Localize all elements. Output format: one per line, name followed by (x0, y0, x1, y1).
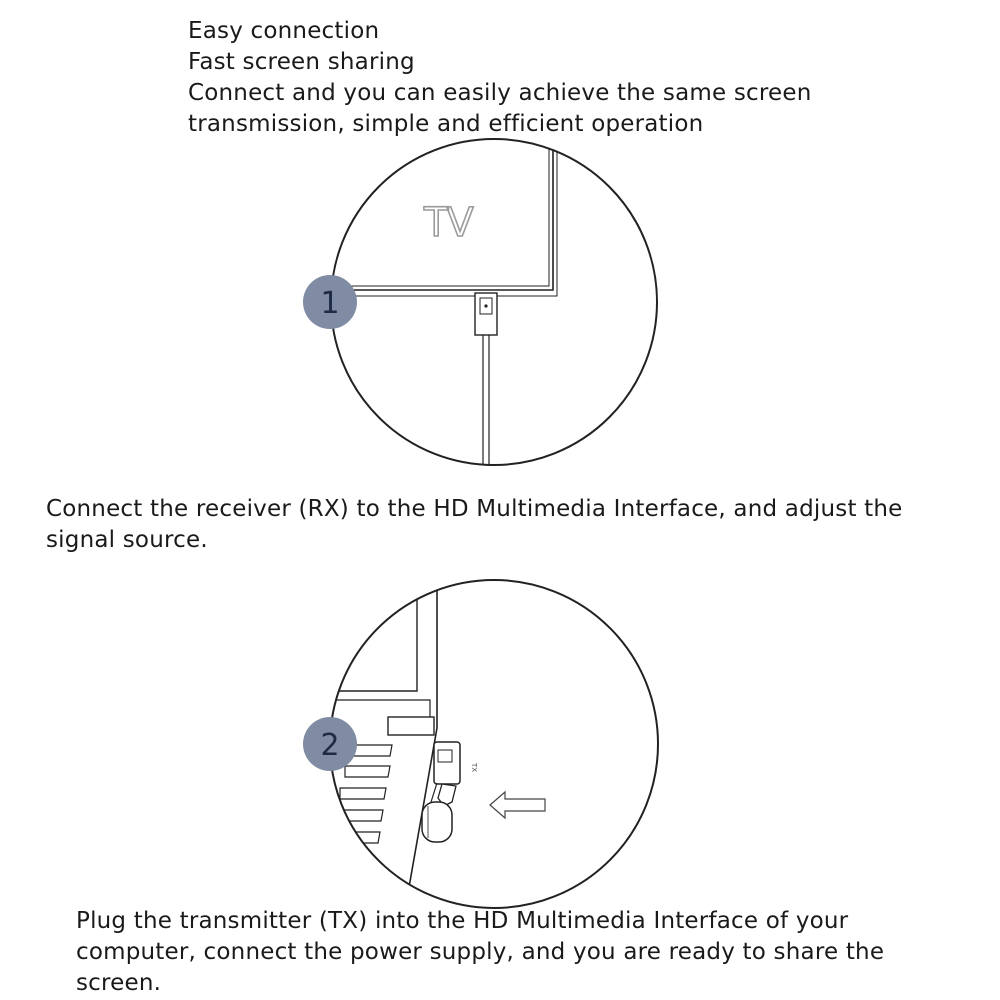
laptop-key (340, 788, 386, 799)
step2-text (76, 906, 884, 999)
step1-line: Connect the receiver (RX) to the HD Multimedia Interface, and adjust the (46, 496, 903, 522)
laptop-screen-bezel (300, 570, 417, 691)
step2-line: Plug the transmitter (TX) into the HD Multimedia Interface of your (76, 908, 849, 934)
step-badge-number: 2 (320, 728, 340, 763)
step2-line: screen. (76, 970, 162, 996)
power-plug (422, 802, 452, 842)
receiver-led (484, 304, 487, 307)
tv-receiver-illustration (0, 140, 1000, 480)
intro-line: Connect and you can easily achieve the same screen (188, 80, 812, 106)
laptop-key (345, 766, 390, 777)
laptop-key (335, 810, 383, 821)
intro-line: Easy connection (188, 18, 380, 44)
zoom-circle (330, 580, 658, 908)
laptop-port (388, 717, 434, 735)
transmitter-dongle (434, 742, 460, 784)
step1-line: signal source. (46, 527, 208, 553)
tv-label: TV (424, 200, 472, 246)
step2-line: computer, connect the power supply, and you are ready to share the (76, 939, 885, 965)
step1-text (46, 494, 903, 556)
insert-arrow-icon (490, 792, 545, 818)
laptop-key (330, 832, 380, 843)
step-badge-number: 1 (320, 286, 340, 321)
intro-line: Fast screen sharing (188, 49, 415, 75)
intro-text (188, 16, 812, 140)
tx-label: TX (470, 763, 478, 773)
laptop-transmitter-illustration (0, 570, 1000, 910)
plug-cable (431, 783, 437, 802)
intro-line: transmission, simple and efficient operation (188, 111, 704, 137)
